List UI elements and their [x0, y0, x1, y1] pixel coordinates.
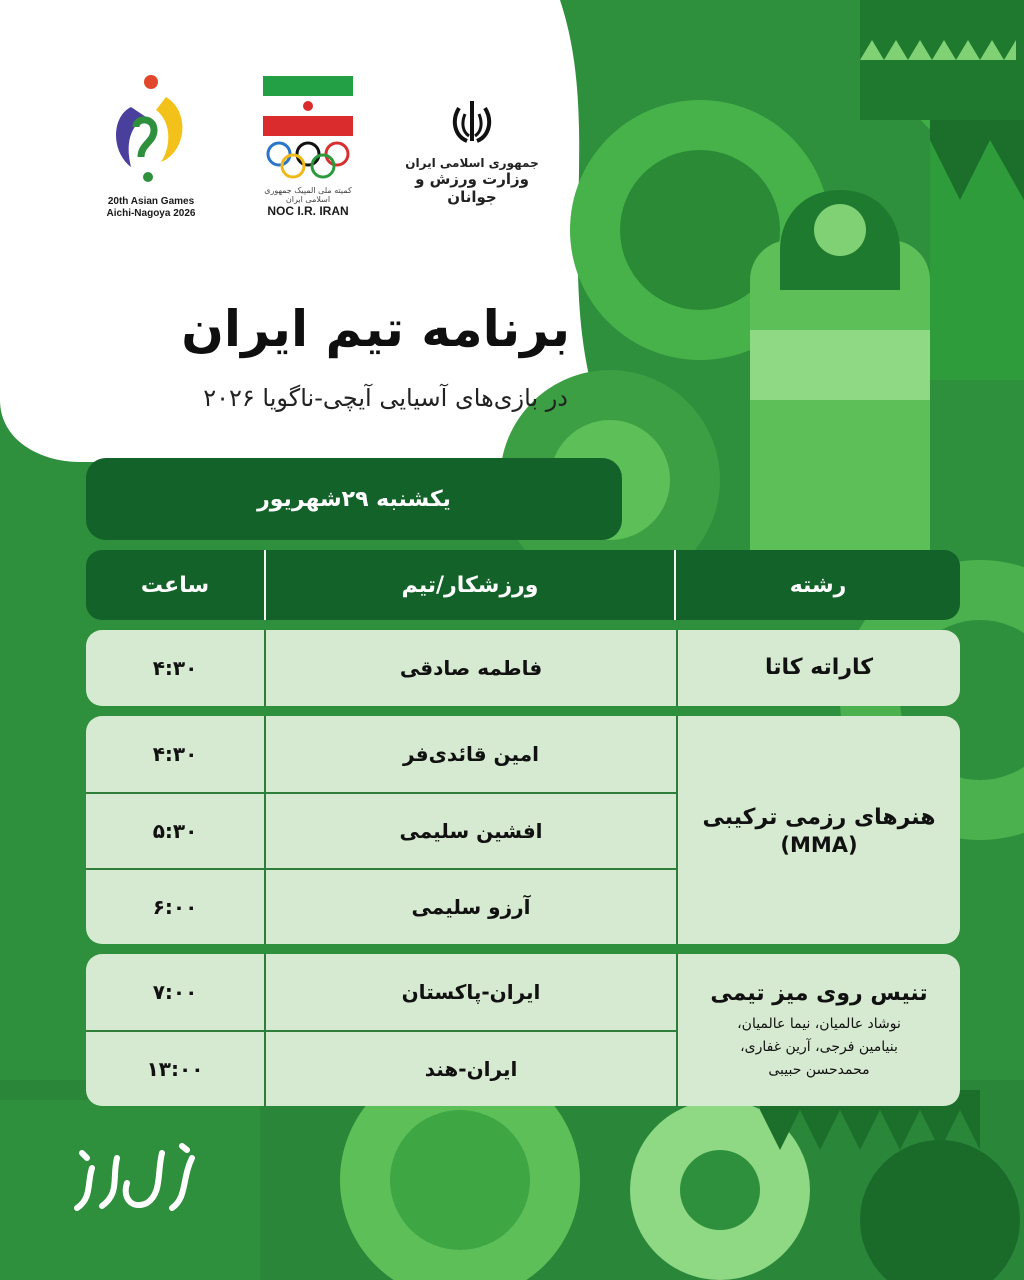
sport-name: تنیس روی میز تیمی: [710, 980, 928, 1006]
date-banner: یکشنبه ۲۹شهریور: [86, 458, 622, 540]
players-line: نوشاد عالمیان، نیما عالمیان،: [737, 1015, 901, 1032]
header-time: ساعت: [140, 572, 210, 598]
olympic-rings-icon: [263, 140, 353, 180]
group-table-tennis: [86, 954, 960, 1106]
athlete-cell: امین قائدی‌فر: [264, 716, 676, 792]
ministry-line1: جمهوری اسلامی ایران: [405, 156, 539, 170]
page-subtitle: در بازی‌های آسیایی آیچی-ناگویا ۲۰۲۶: [203, 384, 568, 412]
athlete-cell: ایران-پاکستان: [264, 954, 676, 1030]
noc-logo: [256, 76, 360, 218]
iran-ghahreman-logo: [62, 1138, 202, 1228]
table-row: [86, 792, 676, 868]
table-row: [86, 868, 676, 944]
iran-flag-icon: [263, 76, 353, 136]
asian-games-emblem-icon: [106, 72, 196, 192]
table-row: [86, 630, 676, 706]
athlete-cell: ایران-هند: [264, 1032, 676, 1106]
sport-name: هنرهای رزمی ترکیبی: [702, 805, 936, 830]
table-header: [86, 550, 960, 620]
time-cell: ۶:۰۰: [152, 895, 198, 919]
sport-subname: (MMA): [780, 833, 858, 857]
asian-games-line2: Aichi-Nagoya 2026: [106, 208, 196, 219]
athlete-cell: فاطمه صادقی: [264, 630, 676, 706]
header-athlete: ورزشکار/تیم: [264, 550, 676, 620]
schedule-table: [86, 550, 960, 1106]
asian-games-line1: 20th Asian Games: [107, 196, 195, 207]
athlete-cell: افشین سلیمی: [264, 794, 676, 868]
header-sport: رشته: [789, 572, 847, 598]
table-row: [86, 954, 676, 1030]
page-title: برنامه تیم ایران: [181, 300, 570, 358]
noc-caption: NOC I.R. IRAN: [267, 204, 349, 218]
table-row: [86, 716, 676, 792]
time-cell: ۱۳:۰۰: [146, 1057, 204, 1081]
sport-name: کاراته کاتا: [764, 655, 874, 680]
group-mma: [86, 716, 960, 944]
group-karate: [86, 630, 960, 706]
table-row: [86, 1030, 676, 1106]
athlete-cell: آرزو سلیمی: [264, 870, 676, 944]
sport-cell: [676, 716, 960, 944]
players-list: [737, 1013, 901, 1082]
time-cell: ۵:۳۰: [152, 819, 198, 843]
sport-cell: [676, 954, 960, 1106]
time-cell: ۴:۳۰: [152, 656, 198, 680]
ministry-logo: [392, 96, 552, 206]
time-cell: ۷:۰۰: [152, 980, 198, 1004]
asian-games-logo: [96, 72, 206, 220]
noc-fa-caption: کمیته ملی المپیک جمهوری اسلامی ایران: [264, 186, 352, 204]
sport-cell: [676, 630, 960, 706]
iran-emblem-icon: [447, 96, 497, 146]
time-cell: ۴:۳۰: [152, 742, 198, 766]
ministry-line2: وزارت ورزش و جوانان: [415, 170, 529, 206]
players-line: محمدحسن حبیبی: [768, 1061, 870, 1078]
players-line: بنیامین فرجی، آرین غفاری،: [740, 1038, 898, 1055]
